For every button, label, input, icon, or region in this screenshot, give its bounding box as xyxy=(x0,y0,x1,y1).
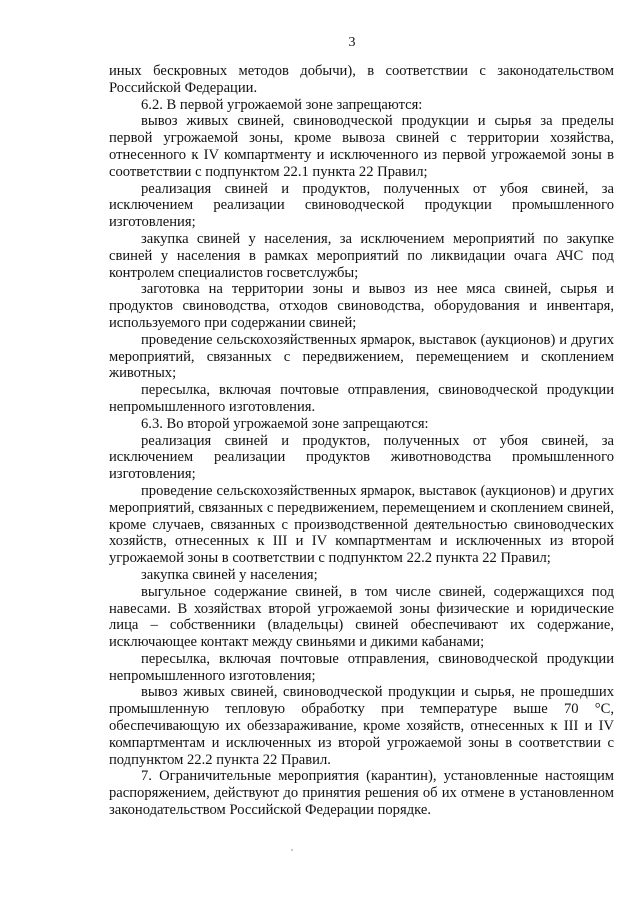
paragraph-item: закупка свиней у населения; xyxy=(141,566,318,583)
scan-speck xyxy=(291,849,293,851)
paragraph-item: реализация свиней и продуктов, полученных от убоя свиней, за исключением реализации свиноводческой продукции промышленного изготовления; xyxy=(109,180,614,231)
paragraph-item: закупка свиней у населения, за исключением мероприятий по закупке свиней у населения в рамках мероприятий по ликвидации очага АЧС под контролем специалистов госветслужбы; xyxy=(109,230,614,281)
paragraph-continuation: иных бескровных методов добычи), в соответствии с законодательством Российской Федерации. xyxy=(109,63,614,96)
paragraph-item: выгульное содержание свиней, в том числе свиней, содержащихся под навесами. В хозяйствах второй угрожаемой зоны физические и юридические лица – собственники (владельцы) свиней обеспечивают их содержание, исключающее контакт между свиньями и дикими кабанами; xyxy=(109,583,614,651)
paragraph-item: пересылка, включая почтовые отправления, свиноводческой продукции непромышленного изготовления. xyxy=(109,382,614,415)
paragraph-item: проведение сельскохозяйственных ярмарок, выставок (аукционов) и других мероприятий, связанных с передвижением, перемещением и скоплением животных; xyxy=(109,331,614,382)
section-7-paragraph: 7. Ограничительные мероприятия (карантин), установленные настоящим распоряжением, действуют до принятия решения об их отмене в установленном законодательством Российской Федерации порядке. xyxy=(109,768,614,819)
paragraph-item: вывоз живых свиней, свиноводческой продукции и сырья, не прошедших промышленную тепловую обработку при температуре выше 70 °С, обеспечивающую их обеззараживание, кроме хозяйств, отнесенных к III и IV компартментам и исключенных из второй угрожаемой зоны в соответствии с подпунктом 22.2 пункта 22 Правил. xyxy=(109,684,614,768)
document-body xyxy=(109,63,614,819)
paragraph-item: заготовка на территории зоны и вывоз из нее мяса свиней, сырья и продуктов свиноводства, отходов свиноводства, оборудования и инвентаря, используемого при содержании свиней; xyxy=(109,281,614,331)
paragraph-item: пересылка, включая почтовые отправления, свиноводческой продукции непромышленного изготовления; xyxy=(109,650,614,684)
paragraph-item: проведение сельскохозяйственных ярмарок, выставок (аукционов) и других мероприятий, связанных с передвижением, перемещением и скоплением свиней, кроме случаев, связанных с производственной деятельностью свиноводческих хозяйств, отнесенных к III и IV компартментам и исключенных из второй угрожаемой зоны в соответствии с подпунктом 22.2 пункта 22 Правил; xyxy=(109,482,614,567)
paragraph-item: вывоз живых свиней, свиноводческой продукции и сырья за пределы первой угрожаемой зоны, кроме вывоза свиней с территории хозяйства, отнесенного к IV компартменту и исключенного из первой угрожаемой зоны в соответствии с подпунктом 22.1 пункта 22 Правил; xyxy=(109,113,614,180)
page-number: 3 xyxy=(348,35,356,50)
paragraph-item: реализация свиней и продуктов, полученных от убоя свиней, за исключением реализации продуктов животноводства промышленного изготовления; xyxy=(109,432,614,483)
section-heading-6-2: 6.2. В первой угрожаемой зоне запрещаются: xyxy=(141,96,423,113)
section-heading-6-3: 6.3. Во второй угрожаемой зоне запрещаются: xyxy=(141,415,429,432)
